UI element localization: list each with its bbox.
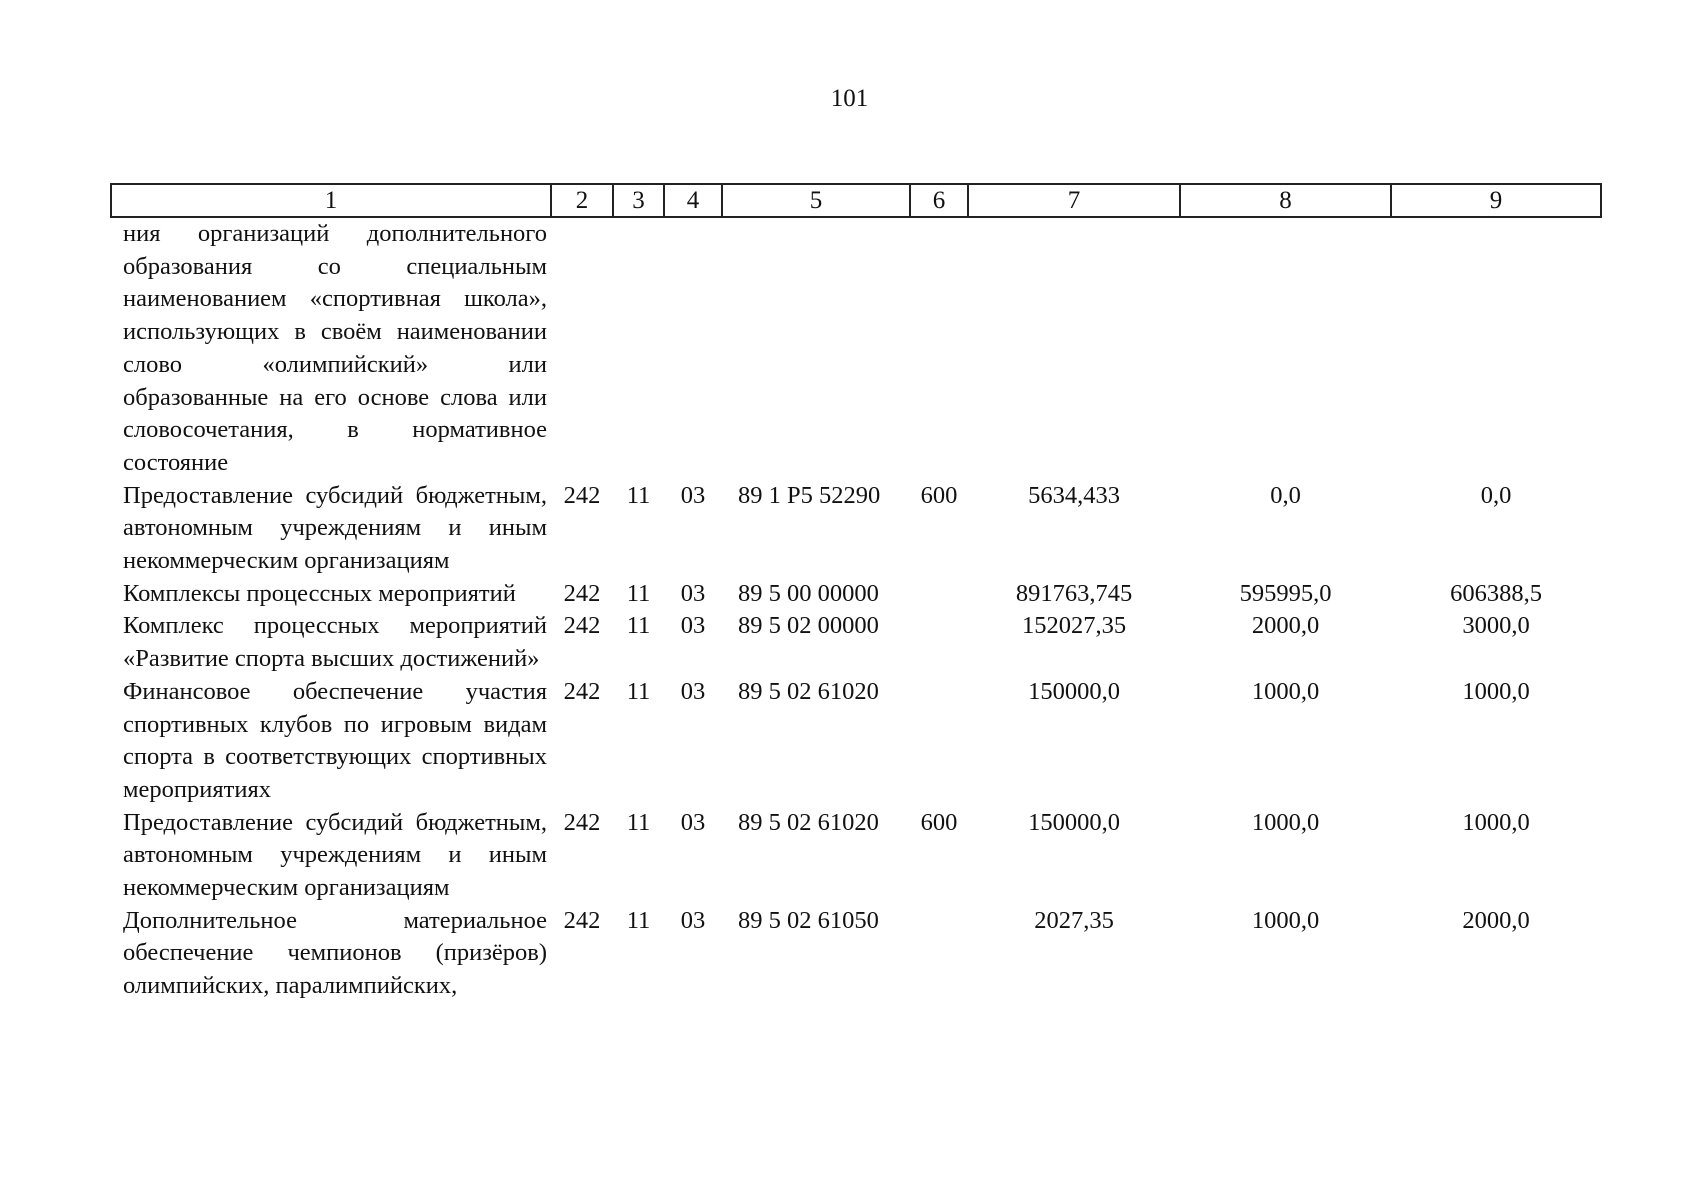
row-target-article: 89 5 02 61020: [738, 808, 879, 836]
row-amount-col8: 1000,0: [1251, 906, 1320, 934]
row-target-article: 89 5 02 61020: [738, 677, 879, 705]
table-row: [111, 480, 1601, 578]
table-header: [111, 184, 1601, 217]
row-name: Комплексы процессных мероприятий: [123, 579, 516, 607]
row-amount-col8: 1000,0: [1251, 808, 1320, 836]
row-name: Комплекс процессных мероприятий «Развитие спорта высших достижений»: [123, 612, 547, 673]
row-ministry-code: 242: [563, 612, 601, 640]
header-col-6: 6: [910, 184, 968, 217]
row-section: 11: [626, 612, 651, 640]
row-ministry-code: 242: [563, 906, 601, 934]
row-amount-col8: 1000,0: [1251, 677, 1320, 705]
row-subsection: 03: [680, 579, 706, 607]
row-subsection: 03: [680, 906, 706, 934]
header-col-4: 4: [664, 184, 722, 217]
row-ministry-code: 242: [563, 677, 601, 705]
row-subsection: [664, 217, 722, 480]
row-amount-col9: 2000,0: [1462, 906, 1530, 934]
row-ministry-code: 242: [563, 579, 601, 607]
row-amount-col9: [1391, 217, 1601, 480]
header-col-3: 3: [613, 184, 664, 217]
row-name: Финансовое обеспечение участия спортивных клубов по игровым видам спорта в соответствующих спортивных мероприятиях: [123, 677, 547, 803]
table-row: [111, 905, 1601, 1003]
row-ministry-code: 242: [563, 808, 601, 836]
row-expense-type: [910, 905, 968, 1003]
row-amount-col7: 2027,35: [1034, 906, 1114, 934]
row-section: 11: [626, 677, 651, 705]
row-target-article: 89 5 02 61050: [738, 906, 879, 934]
row-name: Предоставление субсидий бюджетным, автономным учреждениям и иным некоммерческим организациям: [123, 808, 547, 902]
row-amount-col7: [968, 217, 1180, 480]
budget-table-container: [110, 183, 1600, 1003]
row-section: 11: [626, 579, 651, 607]
row-subsection: 03: [680, 612, 706, 640]
row-name: ния организаций дополнительного образования со специальным наименованием «спортивная школа», использующих в своём наименовании слово «олимпийский» или образованные на его основе слова или словосочетания, в нормативное состояние: [123, 220, 547, 476]
row-subsection: 03: [680, 808, 706, 836]
row-amount-col7: 150000,0: [1028, 808, 1120, 836]
row-expense-type: [910, 217, 968, 480]
row-section: 11: [626, 808, 651, 836]
row-expense-type: [910, 676, 968, 807]
row-name: Предоставление субсидий бюджетным, автономным учреждениям и иным некоммерческим организациям: [123, 481, 547, 575]
row-target-article: [722, 217, 910, 480]
header-col-9: 9: [1391, 184, 1601, 217]
row-amount-col7: 891763,745: [1015, 579, 1133, 607]
row-section: 11: [626, 481, 651, 509]
row-amount-col8: 0,0: [1270, 481, 1301, 509]
table-row: [111, 578, 1601, 611]
row-ministry-code: 242: [563, 481, 601, 509]
row-amount-col9: 1000,0: [1462, 808, 1530, 836]
page-number: 101: [830, 85, 869, 112]
table-body: [111, 217, 1601, 1003]
budget-table: [110, 183, 1602, 1003]
header-col-2: 2: [551, 184, 613, 217]
header-col-7: 7: [968, 184, 1180, 217]
row-expense-type: [910, 610, 968, 675]
row-amount-col8: 2000,0: [1251, 612, 1320, 640]
table-row: [111, 217, 1601, 480]
row-expense-type: 600: [920, 808, 958, 836]
row-amount-col9: 3000,0: [1462, 612, 1530, 640]
row-target-article: 89 1 Р5 52290: [738, 481, 881, 509]
table-row: [111, 807, 1601, 905]
row-ministry-code: [551, 217, 613, 480]
row-section: [613, 217, 664, 480]
row-name: Дополнительное материальное обеспечение чемпионов (призёров) олимпийских, паралимпийских,: [123, 906, 547, 1000]
row-amount-col9: 1000,0: [1462, 677, 1530, 705]
row-amount-col9: 606388,5: [1450, 579, 1542, 607]
table-row: [111, 610, 1601, 675]
table-row: [111, 676, 1601, 807]
row-amount-col8: [1180, 217, 1391, 480]
row-subsection: 03: [680, 481, 706, 509]
row-amount-col8: 595995,0: [1239, 579, 1332, 607]
header-col-5: 5: [722, 184, 910, 217]
row-amount-col9: 0,0: [1480, 481, 1512, 509]
row-amount-col7: 152027,35: [1021, 612, 1127, 640]
header-row: [111, 184, 1601, 217]
header-col-1: 1: [111, 184, 551, 217]
header-col-8: 8: [1180, 184, 1391, 217]
row-expense-type: [910, 578, 968, 611]
row-target-article: 89 5 02 00000: [738, 612, 879, 640]
row-expense-type: 600: [920, 481, 958, 509]
row-target-article: 89 5 00 00000: [738, 579, 879, 607]
row-amount-col7: 150000,0: [1028, 677, 1120, 705]
row-amount-col7: 5634,433: [1028, 481, 1120, 509]
row-section: 11: [626, 906, 651, 934]
row-subsection: 03: [680, 677, 706, 705]
